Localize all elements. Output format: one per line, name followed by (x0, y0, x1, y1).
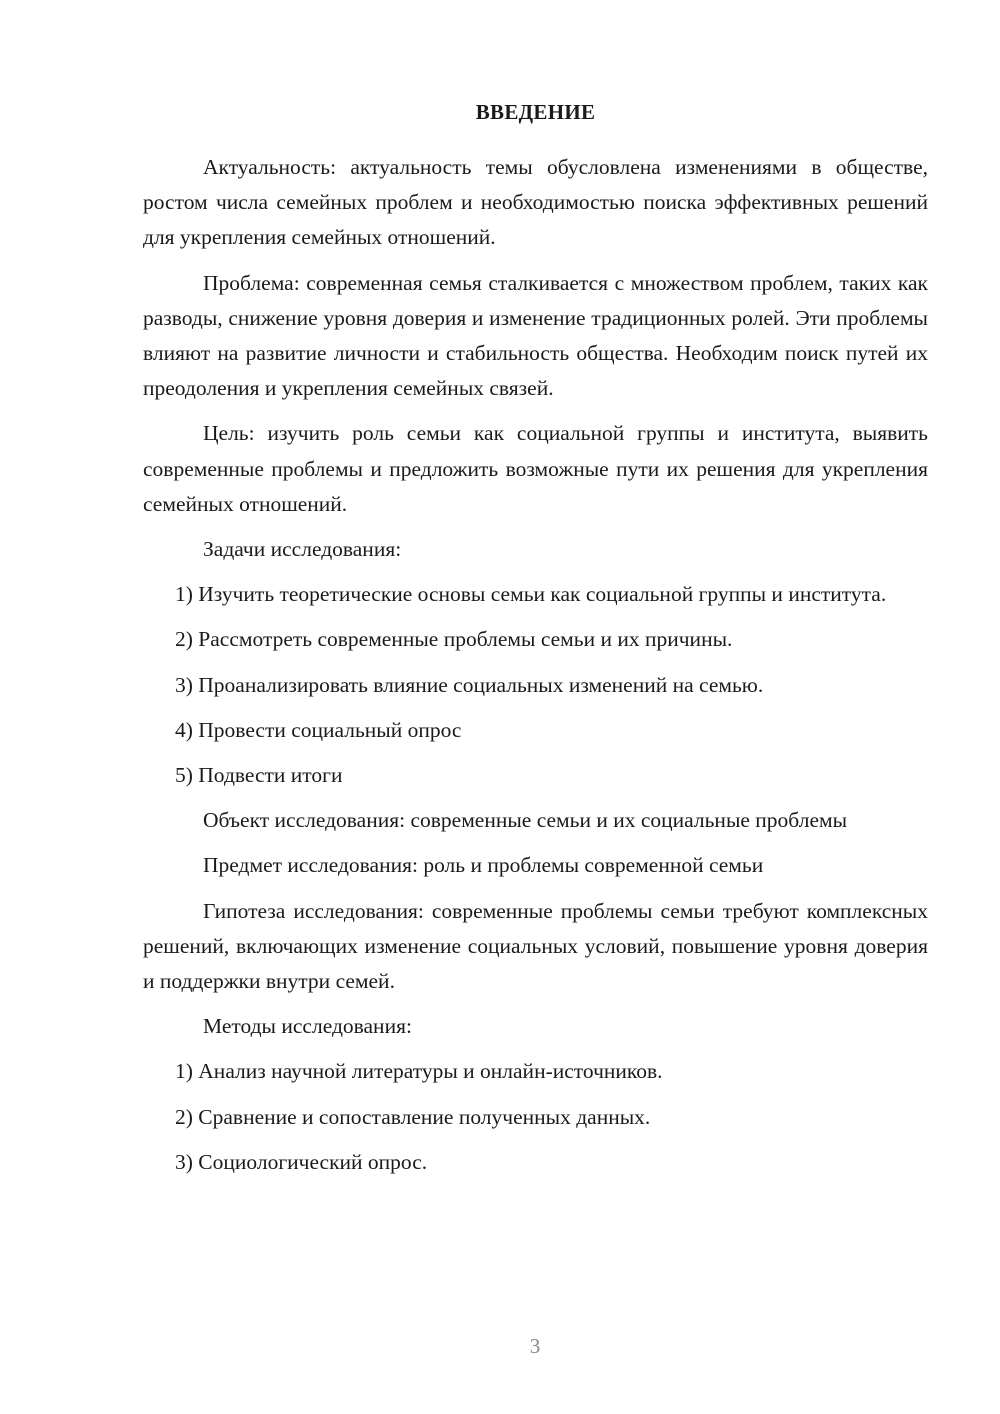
method-item: 3) Социологический опрос. (175, 1149, 428, 1174)
method-item: 2) Сравнение и сопоставление полученных данных. (175, 1104, 651, 1129)
methods-heading: Методы исследования: (203, 1014, 412, 1039)
section-title: ВВЕДЕНИЕ (475, 100, 596, 124)
method-item: 1) Анализ научной литературы и онлайн-источников. (175, 1059, 663, 1084)
page-number: 3 (529, 1334, 541, 1358)
task-item: 2) Рассмотреть современные проблемы семьи и их причины. (175, 627, 733, 652)
relevance-paragraph: Актуальность: актуальность темы обусловлена изменениями в обществе, ростом числа семейных проблем и необходимостью поиска эффективных решений для укрепления семейных отношений. (143, 155, 928, 250)
hypothesis-paragraph: Гипотеза исследования: современные проблемы семьи требуют комплексных решений, включающих изменение социальных условий, повышение уровня доверия и поддержки внутри семей. (143, 898, 928, 994)
task-item: 4) Провести социальный опрос (175, 717, 462, 742)
task-item: 5) Подвести итоги (175, 763, 343, 788)
object-paragraph: Объект исследования: современные семьи и их социальные проблемы (203, 808, 848, 833)
task-item: 1) Изучить теоретические основы семьи как социальной группы и института. (175, 582, 887, 607)
subject-paragraph: Предмет исследования: роль и проблемы современной семьи (203, 853, 764, 878)
task-item: 3) Проанализировать влияние социальных изменений на семью. (175, 672, 764, 697)
tasks-heading: Задачи исследования: (203, 537, 402, 562)
problem-paragraph: Проблема: современная семья сталкивается с множеством проблем, таких как разводы, снижение уровня доверия и изменение традиционных ролей. Эти проблемы влияют на развитие личности и стабильность общества. Необходим поиск путей их преодоления и укрепления семейных связей. (143, 270, 928, 401)
goal-paragraph: Цель: изучить роль семьи как социальной группы и института, выявить современные проблемы и предложить возможные пути их решения для укрепления семейных отношений. (143, 421, 928, 516)
document-page (143, 92, 928, 1190)
